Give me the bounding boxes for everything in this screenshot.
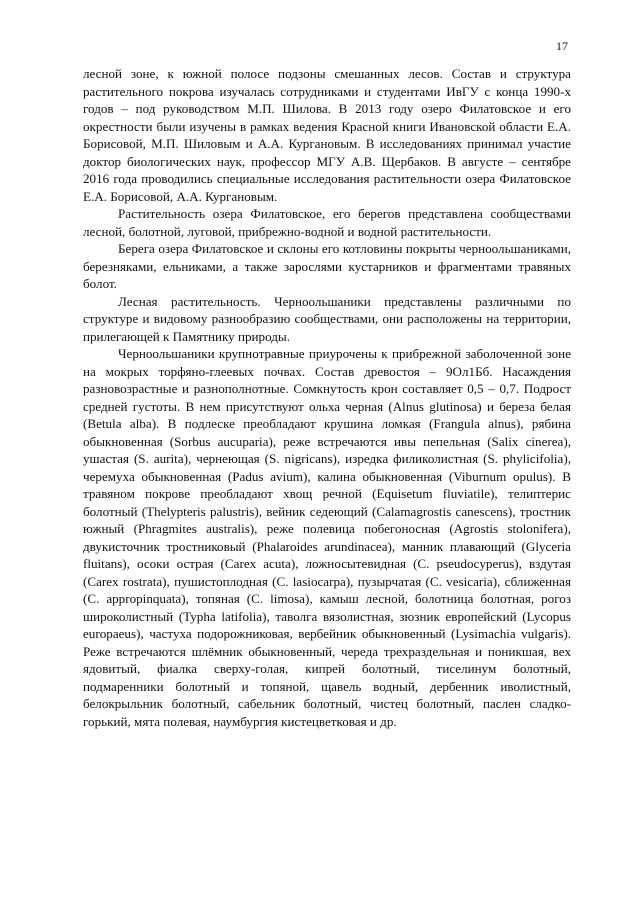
paragraph-1: лесной зоне, к южной полосе подзоны смешанных лесов. Состав и структура растительного покрова изучалась сотрудниками и студентами ИвГУ с конца 1990-х годов – под руководством М.П. Шилова. В 2013 году озеро Филатовское и его окрестности были изучены в рамках ведения Красной книги Ивановской области Е.А. Борисовой, М.П. Шиловым и А.А. Кургановым. В исследованиях принимал участие доктор биологических наук, профессор МГУ А.В. Щербаков. В августе – сентябре 2016 года проводились специальные исследования растительности озера Филатовское Е.А. Борисовой, А.А. Кургановым. <box>83 66 571 204</box>
body-text <box>83 65 571 730</box>
paragraph-5: Черноольшаники крупнотравные приурочены к прибрежной заболоченной зоне на мокрых торфяно-глеевых почвах. Состав древостоя – 9Ол1Бб. Насаждения разновозрастные и разнополнотные. Сомкнутость крон составляет 0,5 – 0,7. Подрост средней густоты. В нем присутствуют ольха черная (Alnus glutinosa) и береза белая (Betula alba). В подлеске преобладают крушина ломкая (Frangula alnus), рябина обыкновенная (Sorbus aucuparia), реже встречаются ивы пепельная (Salix cinerea), ушастая (S. aurita), чернеющая (S. nigricans), изредка филиколистная (S. phylicifolia), черемуха обыкновенная (Padus avium), калина обыкновенная (Viburnum opulus). В травяном покрове преобладают хвощ речной (Equisetum fluviatile), телиптерис болотный (Thelypteris palustris), вейник седеющий (Calamagrostis canescens), тростник южный (Phragmites australis), реже полевица побегоносная (Agrostis stolonifera), двукисточник тростниковый (Phalaroides arundinacea), манник плавающий (Glyceria fluitans), осоки острая (Carex acuta), ложносытевидная (C. pseudocyperus), вздутая (Carex rostrata), пушистоплодная (C. lasiocarpa), пузырчатая (C. vesicaria), сближенная (C. appropinquata), топяная (C. limosa), камыш лесной, болотница болотная, рогоз широколистный (Typha latifolia), таволга вязолистная, зюзник европейский (Lycopus europaeus), частуха подорожниковая, вербейник обыкновенный (Lysimachia vulgaris). Реже встречаются шлёмник обыкновенный, череда трехраздельная и поникшая, вех ядовитый, фиалка сверху-голая, кипрей болотный, тиселинум болотный, подмаренники болотный и топяной, щавель водный, дербенник иволистный, белокрыльник болотный, сабельник болотный, чистец болотный, паслен сладко-горький, мята полевая, наумбургия кистецветковая и др. <box>83 346 571 729</box>
page-number: 17 <box>556 39 568 53</box>
paragraph-4: Лесная растительность. Черноольшаники представлены различными по структуре и видовому разнообразию сообществами, они расположены на территории, прилегающей к Памятнику природы. <box>83 293 571 344</box>
paragraph-3: Берега озера Филатовское и склоны его котловины покрыты черноольшаниками, березняками, ельниками, а также зарослями кустарников и фрагментами травяных болот. <box>83 241 571 291</box>
paragraph-2: Растительность озера Филатовское, его берегов представлена сообществами лесной, болотной, луговой, прибрежно-водной и водной растительности. <box>83 206 571 239</box>
